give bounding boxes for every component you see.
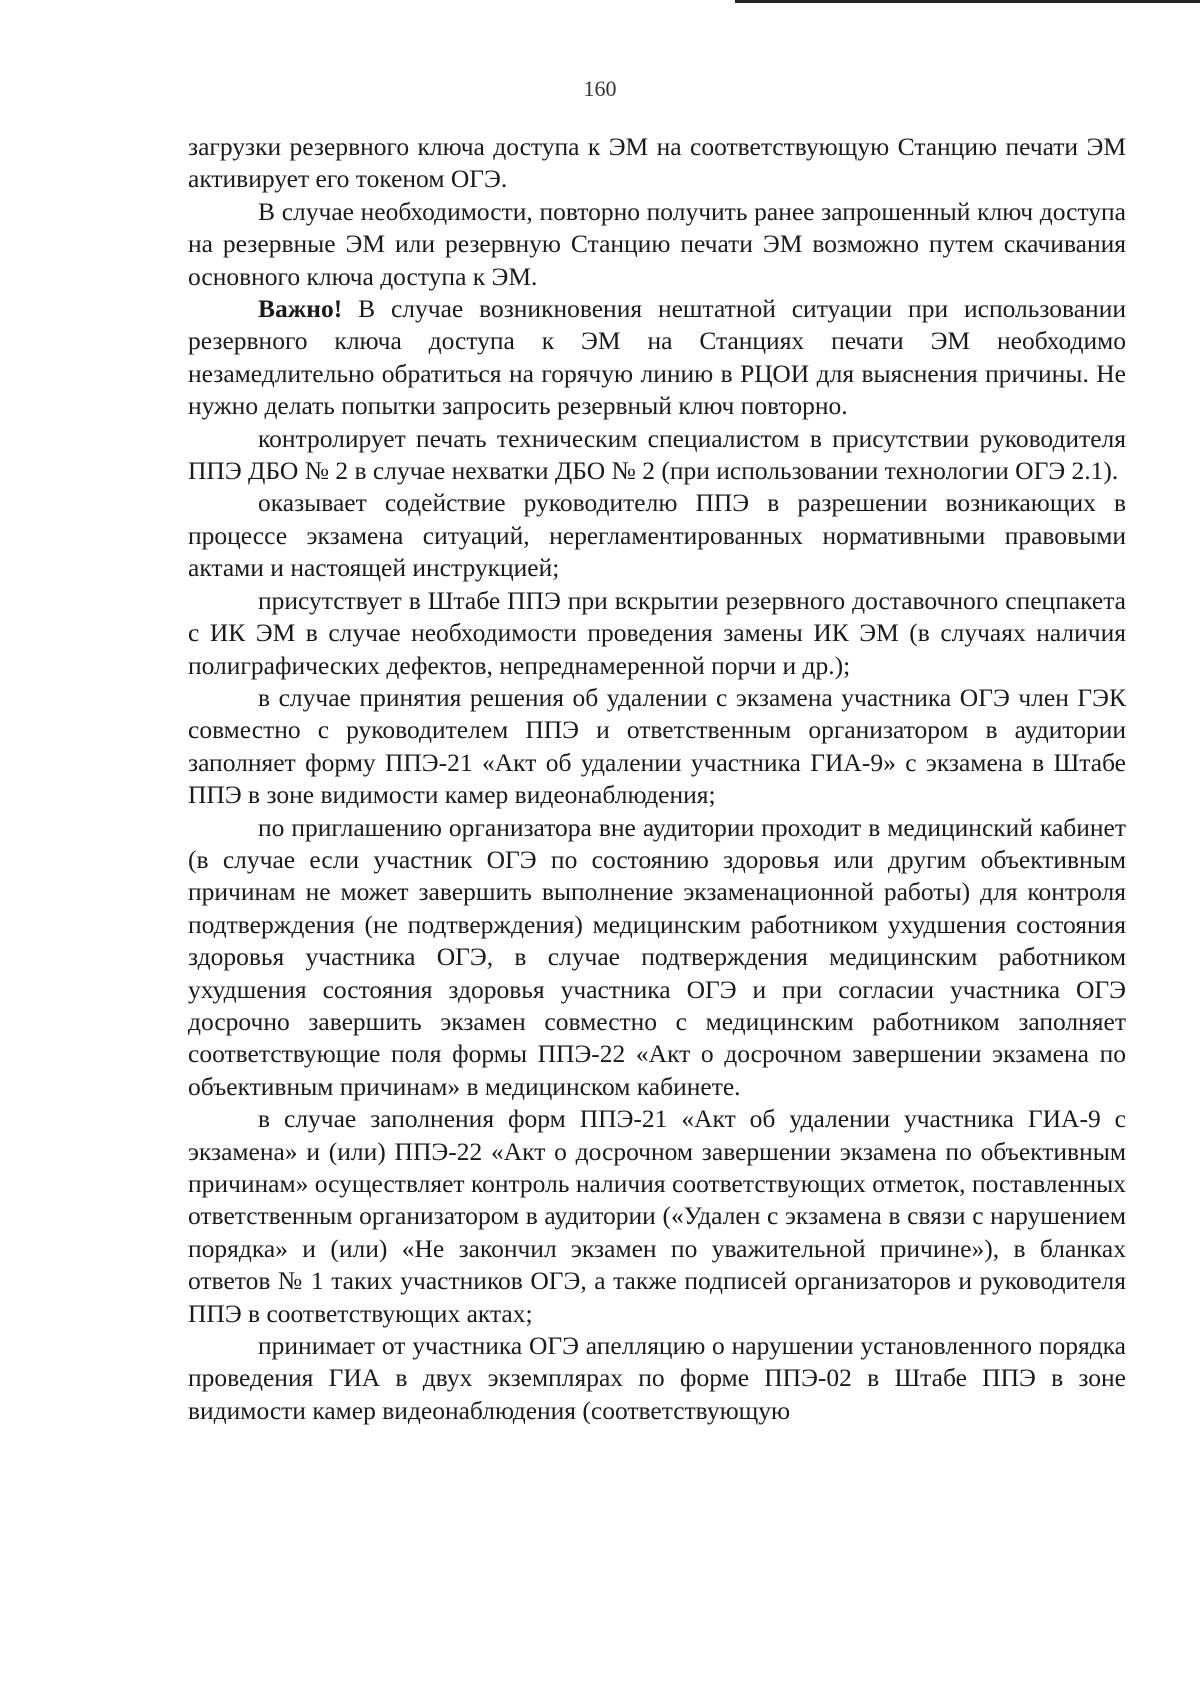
paragraph-text: контролирует печать техническим специалистом в присутствии руководителя ППЭ ДБО № 2 в случае нехватки ДБО № 2 (при использовании технологии ОГЭ 2.1). bbox=[188, 423, 1126, 486]
paragraph-text: в случае принятия решения об удалении с экзамена участника ОГЭ член ГЭК совместно с руководителем ППЭ и ответственным организатором в аудитории заполняет форму ППЭ-21 «Акт об удалении участника ГИА-9» с экзамена в Штабе ППЭ в зоне видимости камер видеонаблюдения; bbox=[188, 682, 1126, 810]
top-edge-rule bbox=[735, 0, 1200, 3]
paragraph bbox=[188, 585, 1126, 682]
paragraph bbox=[188, 196, 1126, 293]
paragraph bbox=[188, 487, 1126, 584]
document-body bbox=[188, 131, 1126, 1427]
paragraph-text: по приглашению организатора вне аудитории проходит в медицинский кабинет (в случае если участник ОГЭ по состоянию здоровья или другим объективным причинам не может завершить выполнение экзаменационной работы) для контроля подтверждения (не подтверждения) медицинским работником ухудшения состояния здоровья участника ОГЭ, в случае подтверждения медицинским работником ухудшения состояния здоровья участника ОГЭ и при согласии участника ОГЭ досрочно завершить экзамен совместно с медицинским работником заполняет соответствующие поля формы ППЭ-22 «Акт о досрочном завершении экзамена по объективным причинам» в медицинском кабинете. bbox=[188, 812, 1126, 1101]
page-number: 160 bbox=[583, 76, 617, 101]
important-label: Важно! bbox=[258, 294, 343, 324]
paragraph-text: В случае возникновения нештатной ситуации при использовании резервного ключа доступа к ЭМ на Станциях печати ЭМ необходимо незамедлительно обратиться на горячую линию в РЦОИ для выяснения причины. Не нужно делать попытки запросить резервный ключ повторно. bbox=[188, 294, 1126, 421]
paragraph-text: принимает от участника ОГЭ апелляцию о нарушении установленного порядка проведения ГИА в двух экземплярах по форме ППЭ-02 в Штабе ППЭ в зоне видимости камер видеонаблюдения (соответствующую bbox=[188, 1331, 1126, 1425]
paragraph bbox=[188, 682, 1126, 812]
important-note-paragraph bbox=[188, 293, 1126, 423]
paragraph-text: В случае необходимости, повторно получить ранее запрошенный ключ доступа на резервные ЭМ или резервную Станцию печати ЭМ возможно путем скачивания основного ключа доступа к ЭМ. bbox=[188, 196, 1126, 291]
paragraph-text: загрузки резервного ключа доступа к ЭМ на соответствующую Станцию печати ЭМ активирует его токеном ОГЭ. bbox=[188, 132, 1126, 194]
paragraph bbox=[188, 1103, 1126, 1330]
paragraph bbox=[188, 131, 1126, 196]
paragraph bbox=[188, 812, 1126, 1104]
paragraph-text: присутствует в Штабе ППЭ при вскрытии резервного доставочного спецпакета с ИК ЭМ в случае необходимости проведения замены ИК ЭМ (в случаях наличия полиграфических дефектов, непреднамеренной порчи и др.); bbox=[188, 585, 1126, 680]
paragraph-text: в случае заполнения форм ППЭ-21 «Акт об удалении участника ГИА-9 с экзамена» и (или) ППЭ-22 «Акт о досрочном завершении экзамена по объективным причинам» осуществляет контроль наличия соответствующих отметок, поставленных ответственным организатором в аудитории («Удален с экзамена в связи с нарушением порядка» и (или) «Не закончил экзамен по уважительной причине»), в бланках ответов № 1 таких участников ОГЭ, а также подписей организаторов и руководителя ППЭ в соответствующих актах; bbox=[188, 1104, 1126, 1328]
paragraph-text: оказывает содействие руководителю ППЭ в разрешении возникающих в процессе экзамена ситуаций, нерегламентированных нормативными правовыми актами и настоящей инструкцией; bbox=[188, 488, 1126, 583]
paragraph bbox=[188, 1330, 1126, 1427]
paragraph bbox=[188, 423, 1126, 488]
